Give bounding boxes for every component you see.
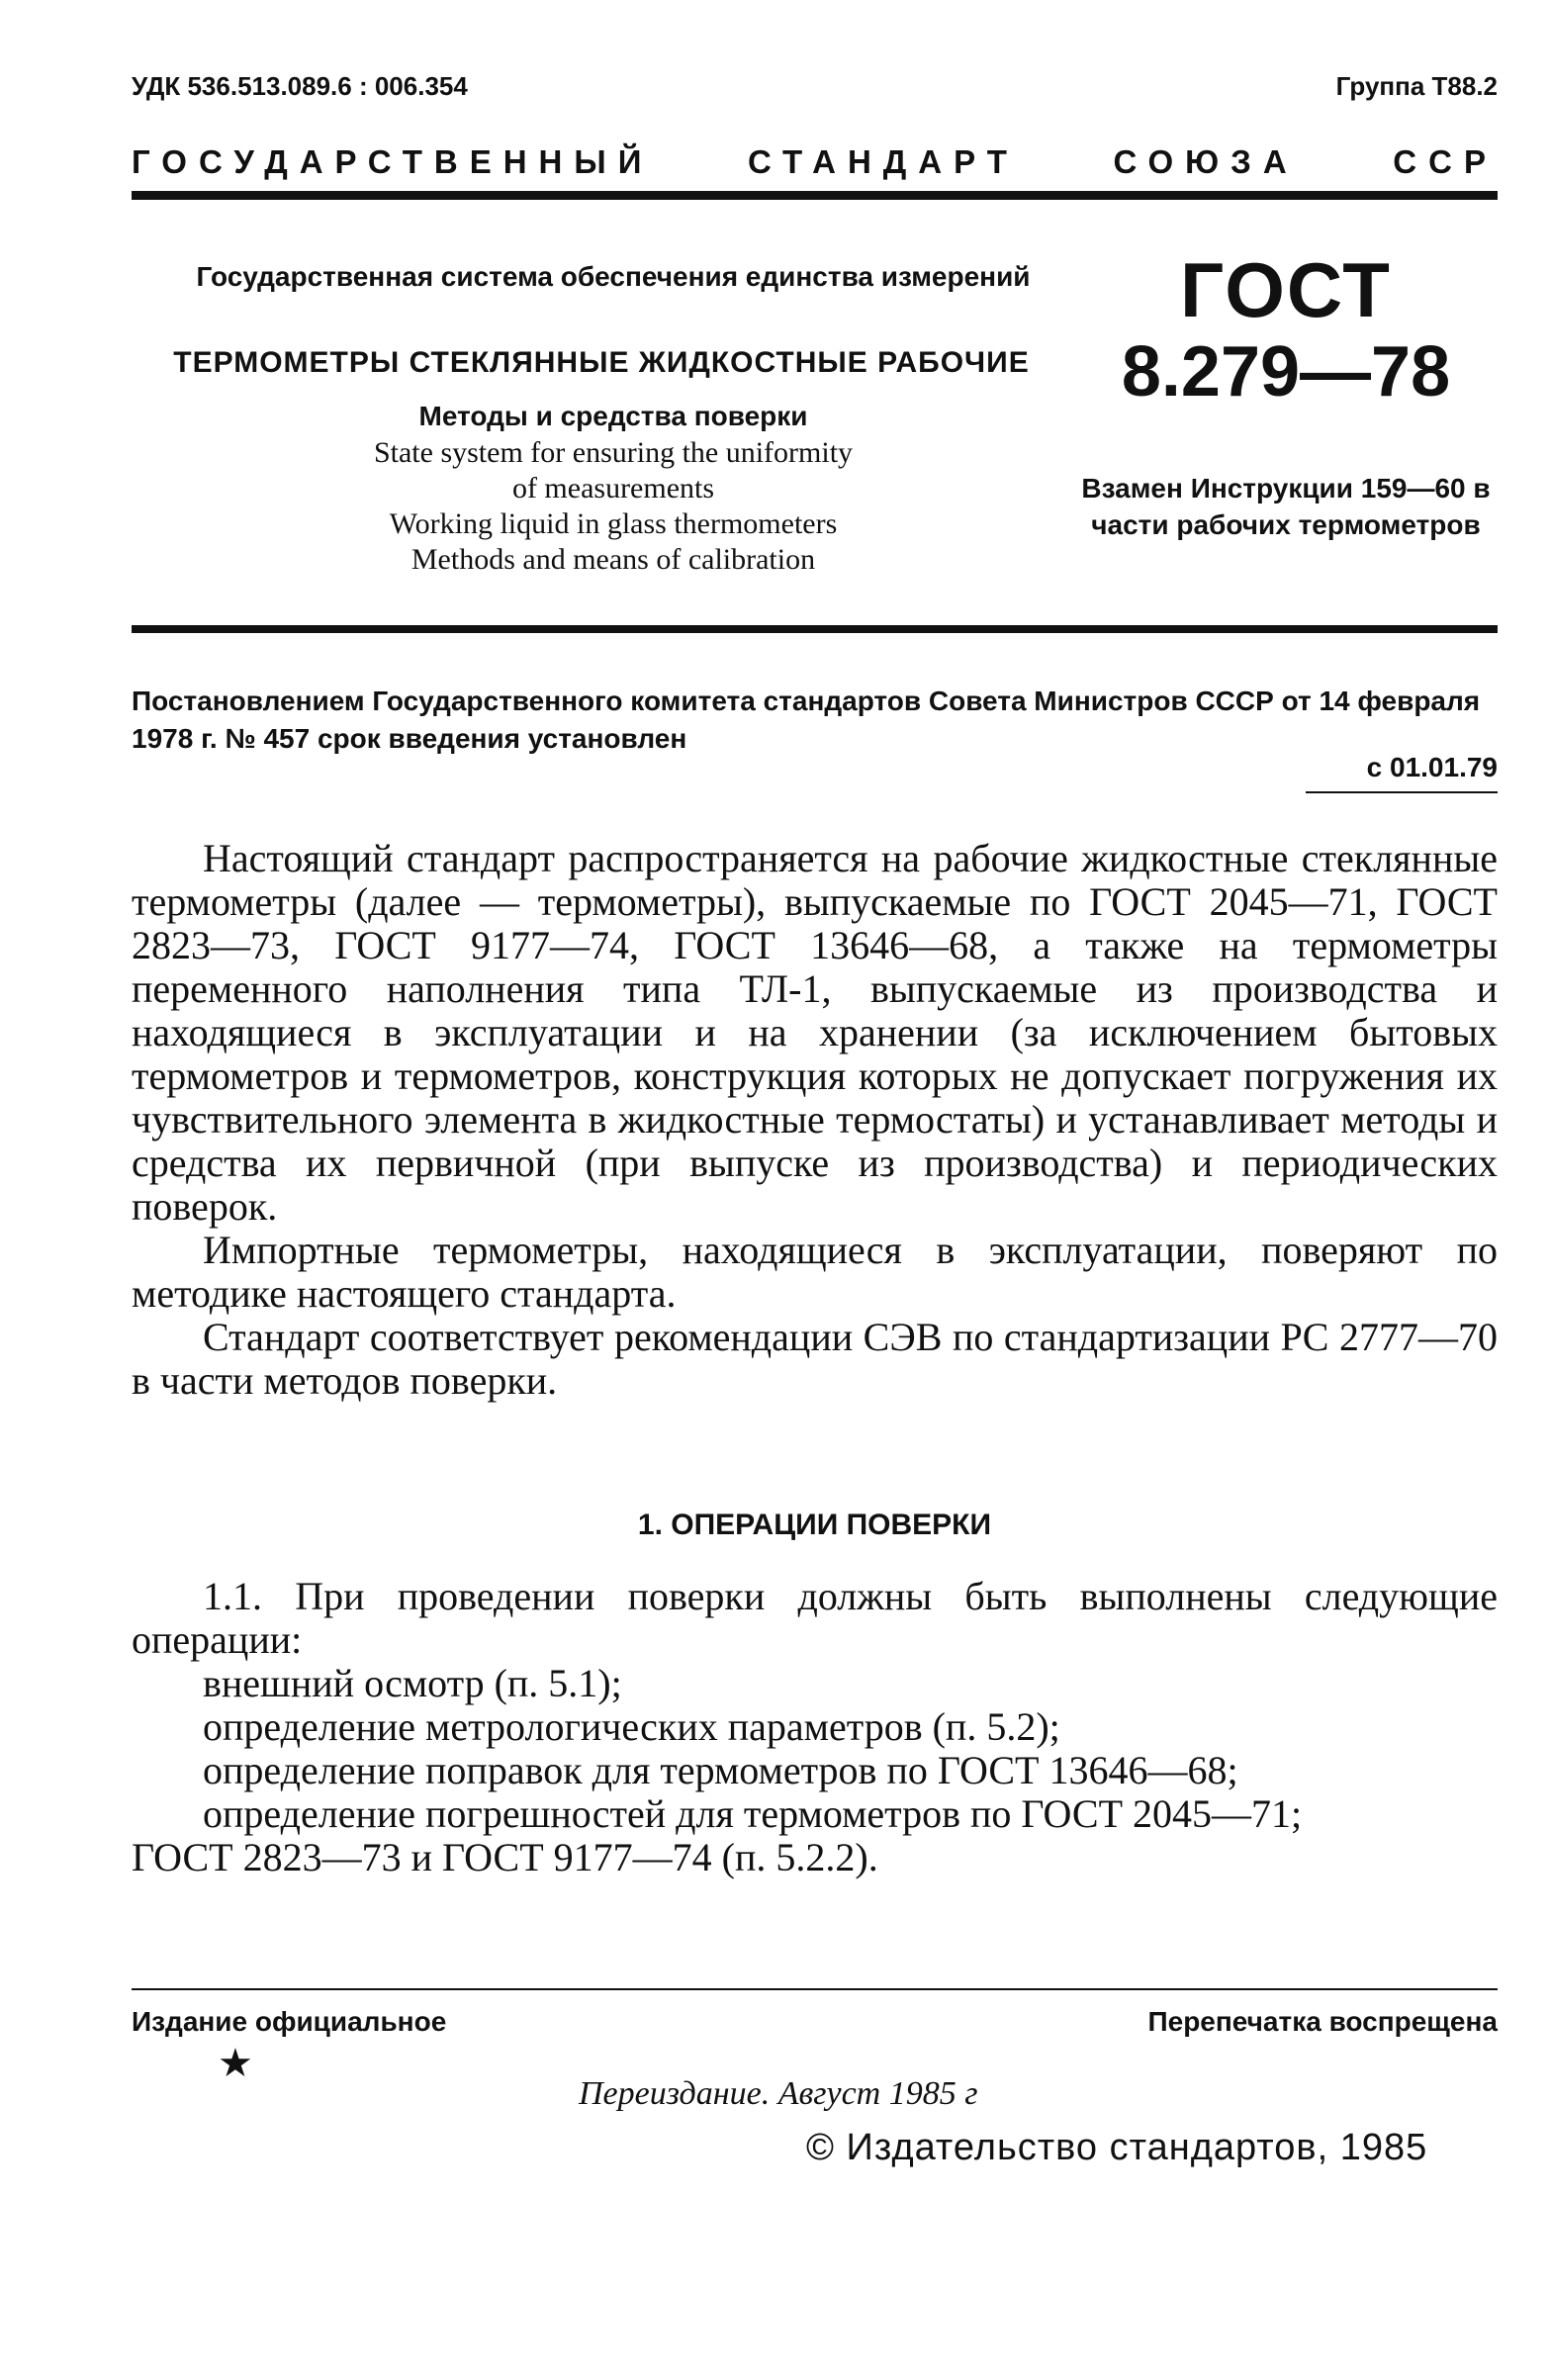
english-line: State system for ensuring the uniformity <box>373 436 854 469</box>
system-title: Государственная система обеспечения единства измерений <box>196 261 1031 292</box>
banner-word: ССР <box>1393 143 1498 180</box>
english-line: Methods and means of calibration <box>410 543 816 576</box>
header-line <box>132 71 1498 102</box>
english-line: Working liquid in glass thermometers <box>389 507 838 540</box>
english-line: of measurements <box>511 472 715 504</box>
group-code: Группа Т88.2 <box>1335 71 1498 101</box>
main-title: ТЕРМОМЕТРЫ СТЕКЛЯННЫЕ ЖИДКОСТНЫЕ РАБОЧИЕ <box>173 346 1030 379</box>
copyright-line: © Издательство стандартов, 1985 <box>806 2127 1428 2168</box>
banner-word: СТАНДАРТ <box>748 143 1019 180</box>
intro-paragraph: Стандарт соответствует рекомендации СЭВ по стандартизации PC 2777—70 в части методов поверки. <box>132 1315 1498 1403</box>
intro-text <box>132 837 1498 1403</box>
operation-item: определение метрологических параметров (п. 5.2); <box>203 1704 1060 1749</box>
reprint-notice: Перепечатка воспрещена <box>1147 2006 1498 2037</box>
banner-word: СОЮЗА <box>1113 143 1299 180</box>
gost-number: 8.279—78 <box>1121 332 1451 412</box>
banner-word: ГОСУДАРСТВЕННЫЙ <box>132 143 654 180</box>
intro-paragraph: Импортные термометры, находящиеся в эксплуатации, поверяют по методике настоящего стандарта. <box>132 1228 1498 1316</box>
udk-code: УДК 536.513.089.6 : 006.354 <box>132 71 468 101</box>
subtitle: Методы и средства поверки <box>418 401 808 431</box>
decree-date-underline <box>1306 791 1498 793</box>
intro-paragraph: Настоящий стандарт распространяется на рабочие жидкостные стеклянные термометры (далее — термометры), выпускаемые по ГОСТ 2045—71, ГОСТ 2823—73, ГОСТ 9177—74, ГОСТ 13646—68, а также на термометры переменного наполнения типа ТЛ-1, выпускаемые из производства и находящиеся в эксплуатации и на хранении (за исключением бытовых термометров и термометров, конструкция которых не допускает погружения их чувствительного элемента в жидкостные термостаты) и устанавливает методы и средства их первичной (при выпуске из производства) и периодических поверок. <box>132 836 1498 1229</box>
operation-item: внешний осмотр (п. 5.1); <box>203 1661 622 1705</box>
gost-label: ГОСТ <box>1180 246 1392 333</box>
state-standard-banner <box>132 143 1498 181</box>
decree-text: Постановлением Государственного комитета стандартов Совета Министров СССР от 14 февраля 1978 г. № 457 срок введения установлен <box>132 686 1481 754</box>
operations-lead: 1.1. При проведении поверки должны быть выполнены следующие операции: <box>132 1574 1498 1662</box>
official-edition: Издание официальное <box>132 2006 447 2037</box>
section-heading: 1. ОПЕРАЦИИ ПОВЕРКИ <box>637 1509 992 1541</box>
operations-list <box>132 1575 1498 1879</box>
replacement-note: Взамен Инструкции 159—60 в части рабочих термометров <box>1081 473 1491 540</box>
decree-date: с 01.01.79 <box>1366 752 1498 782</box>
operation-item: определение погрешностей для термометров по ГОСТ 2045—71; <box>203 1791 1303 1836</box>
operation-continuation: ГОСТ 2823—73 и ГОСТ 9177—74 (п. 5.2.2). <box>132 1835 878 1879</box>
header-rule <box>132 191 1498 200</box>
reissue-note: Переиздание. Август 1985 г <box>579 2075 978 2112</box>
title-rule <box>132 625 1498 633</box>
english-title <box>158 435 1068 578</box>
operation-item: определение поправок для термометров по ГОСТ 13646—68; <box>203 1748 1238 1792</box>
footer-rule <box>132 1988 1498 1990</box>
star-icon: ★ <box>218 2041 253 2085</box>
